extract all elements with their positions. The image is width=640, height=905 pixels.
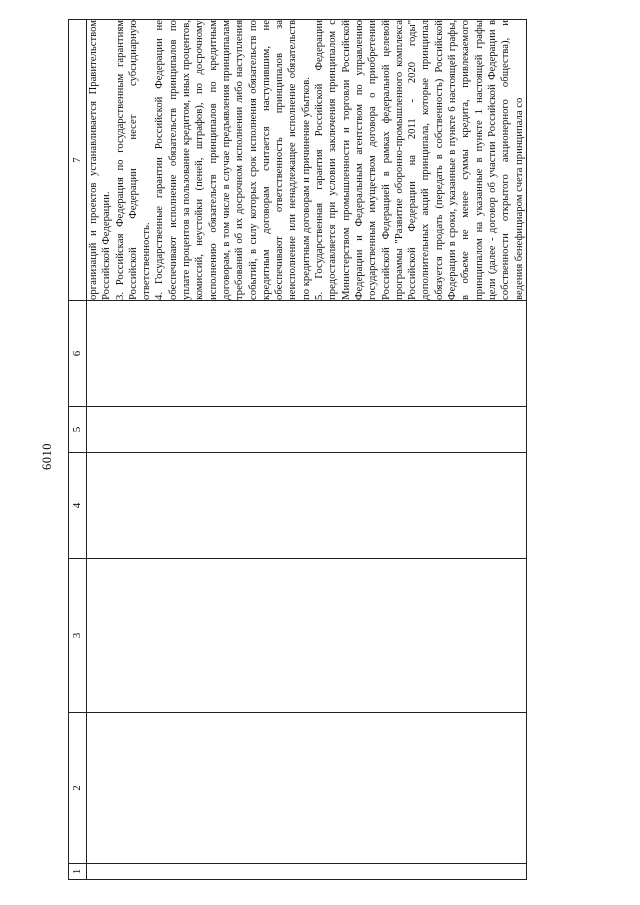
- table-cell-6: [87, 301, 527, 407]
- table-cell-1: [87, 864, 527, 880]
- paragraph-item-4: 4. Государственные гарантии Российской Федерации не обеспечивают исполнение обязательств принципалов по уплате процентов за пользование кредитом, иных процентов, комиссий, неустойки (пеней, штрафов), по досрочному исполнению обязательств принципалов по кредитным договорам, в том числе в случае предъявления принципалам требований об их досрочном исполнении либо наступления событий, в силу которых срок исполнения обязательств по кредитным договорам считается наступившим, не обеспечивают ответственность принципалов за неисполнение или ненадлежащее исполнение обязательств по кредитным договорам и причинение убытков.: [153, 20, 312, 300]
- column-header-1: 1: [69, 864, 87, 880]
- page-number: 6010: [40, 443, 54, 470]
- column-header-7: 7: [69, 20, 87, 301]
- table-cell-4: [87, 453, 527, 559]
- column-header-6: 6: [69, 301, 87, 407]
- rotated-page-content: [68, 20, 568, 880]
- paragraph-continuation: организаций и проектов устанавливается Правительством Российской Федерации.: [87, 20, 113, 300]
- paragraph-item-5: 5. Государственная гарантия Российской Федерации предоставляется при условии заключения принципалом с Министерством промышленности и торговли Российской Федерации и Федеральным агентством по управлению государственным имуществом договора о приобретении Российской Федерацией в рамках федеральной целевой программы "Развитие оборонно-промышленного комплекса Российской Федерации на 2011 - 2020 годы" дополнительных акций принципала, которые принципал обязуется продать (передать в собственность) Российской Федерации в сроки, указанные в пункте 6 настоящей графы, в объеме не менее суммы кредита, привлекаемого принципалом на указанные в пункте 1 настоящей графы цели (далее - договор об участии Российской Федерации в собственности открытого акционерного общества), и ведения бенефициаром счета принципала со: [313, 20, 525, 300]
- document-table: [68, 19, 527, 880]
- table-cell-2: [87, 713, 527, 864]
- table-cell-3: [87, 559, 527, 713]
- table-row: [87, 20, 527, 880]
- column-header-2: 2: [69, 713, 87, 864]
- table-cell-7: [87, 20, 527, 301]
- table-cell-5: [87, 407, 527, 453]
- column-header-3: 3: [69, 559, 87, 713]
- paragraph-item-3: 3. Российская Федерация по государственным гарантиям Российской Федерации несет субсидиарную ответственность.: [113, 20, 153, 300]
- column-header-5: 5: [69, 407, 87, 453]
- column-header-row: [69, 20, 87, 880]
- column-header-4: 4: [69, 453, 87, 559]
